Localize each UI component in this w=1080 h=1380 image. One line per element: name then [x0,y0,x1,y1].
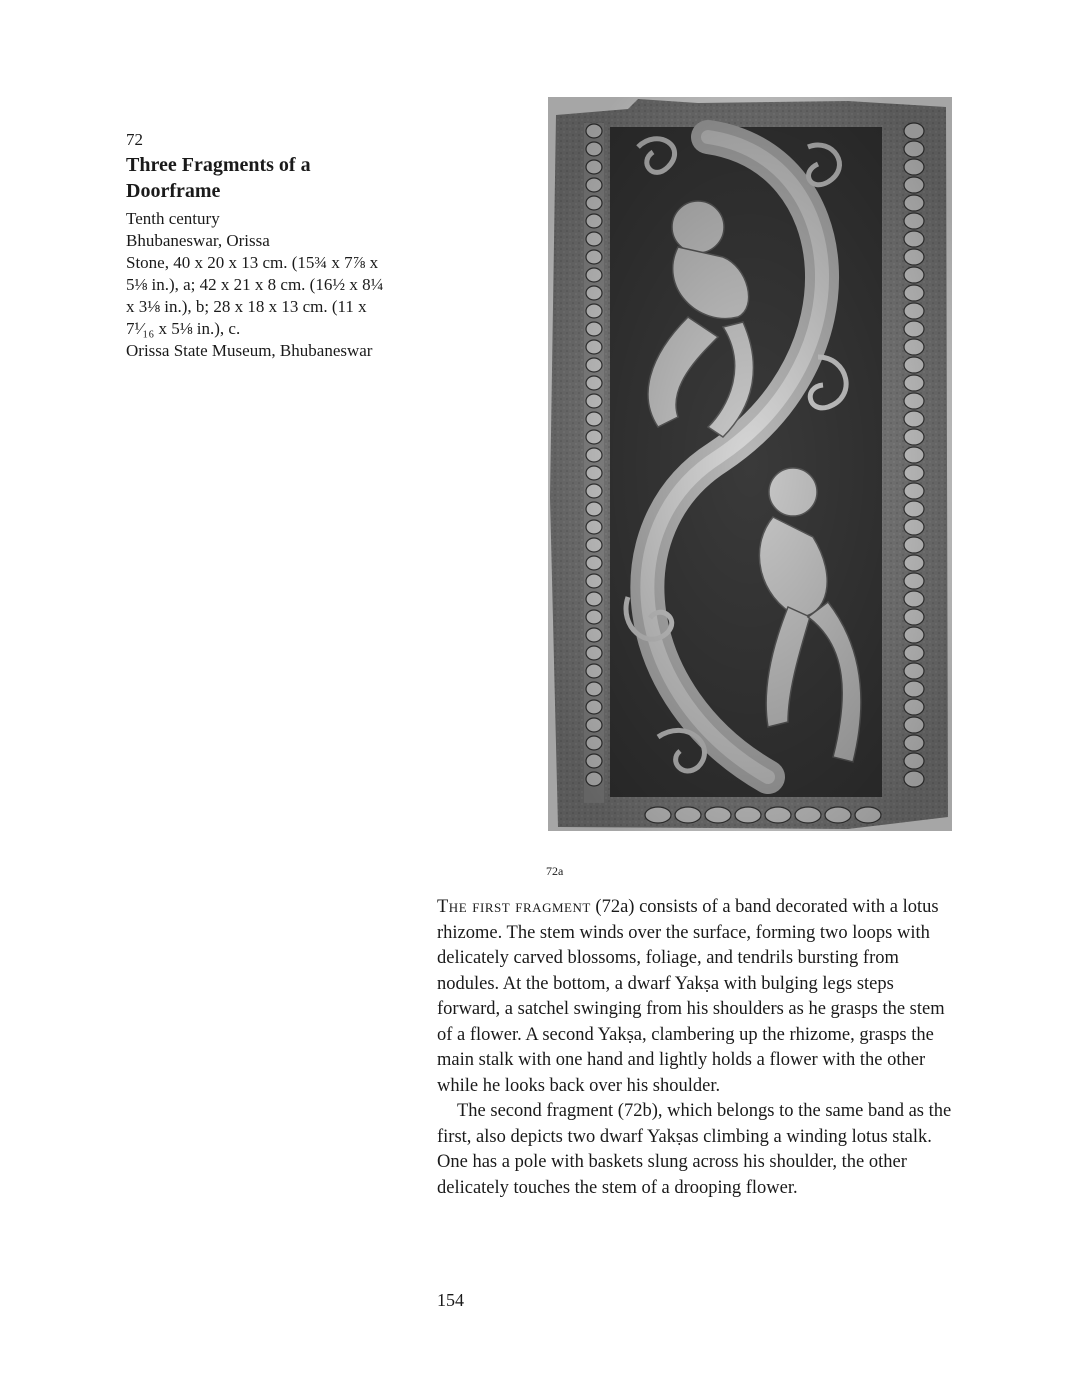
doorframe-fragment-image [548,97,952,831]
sculpture-photograph [548,97,952,831]
material-dimensions: Stone, 40 x 20 x 13 cm. (15¾ x 7⅞ x 5⅛ in.), a; 42 x 21 x 8 cm. (16½ x 8¼ x 3⅛ in.), b; 28 x 18 x 13 cm. (11 x 7¹⁄₁₆ x 5⅛ in.), c. [126,253,384,338]
catalog-title: Three Fragments of a Doorframe [126,154,311,202]
paragraph-1 [437,895,959,1099]
body-text [437,895,959,1201]
catalog-entry [126,130,396,362]
provenance-line: Bhubaneswar, Orissa [126,231,270,250]
paragraph-lead-in: The first fragment [437,897,591,917]
paragraph-1-text: (72a) consists of a band decorated with a lotus rhizome. The stem winds over the surface, forming two loops with delicately carved blossoms, foliage, and tendrils bursting from nodules. At the bottom, a dwarf Yakṣa with bulging legs steps forward, a satchel swinging from his shoulders as he grasps the stem of a flower. A second Yakṣa, clambering up the rhizome, grasps the main stalk with one hand and lightly holds a flower with the other while he looks back over his shoulder. [437,897,945,1096]
catalog-number: 72 [126,130,143,149]
collection-line: Orissa State Museum, Bhubaneswar [126,341,373,360]
date-line: Tenth century [126,209,220,228]
page-number: 154 [437,1290,464,1310]
figure-caption: 72a [546,864,564,878]
paragraph-2: The second fragment (72b), which belongs to the same band as the first, also depicts two dwarf Yakṣas climbing a winding lotus stalk. One has a pole with baskets slung across his shoulder, the other delicately touches the stem of a drooping flower. [437,1101,952,1198]
